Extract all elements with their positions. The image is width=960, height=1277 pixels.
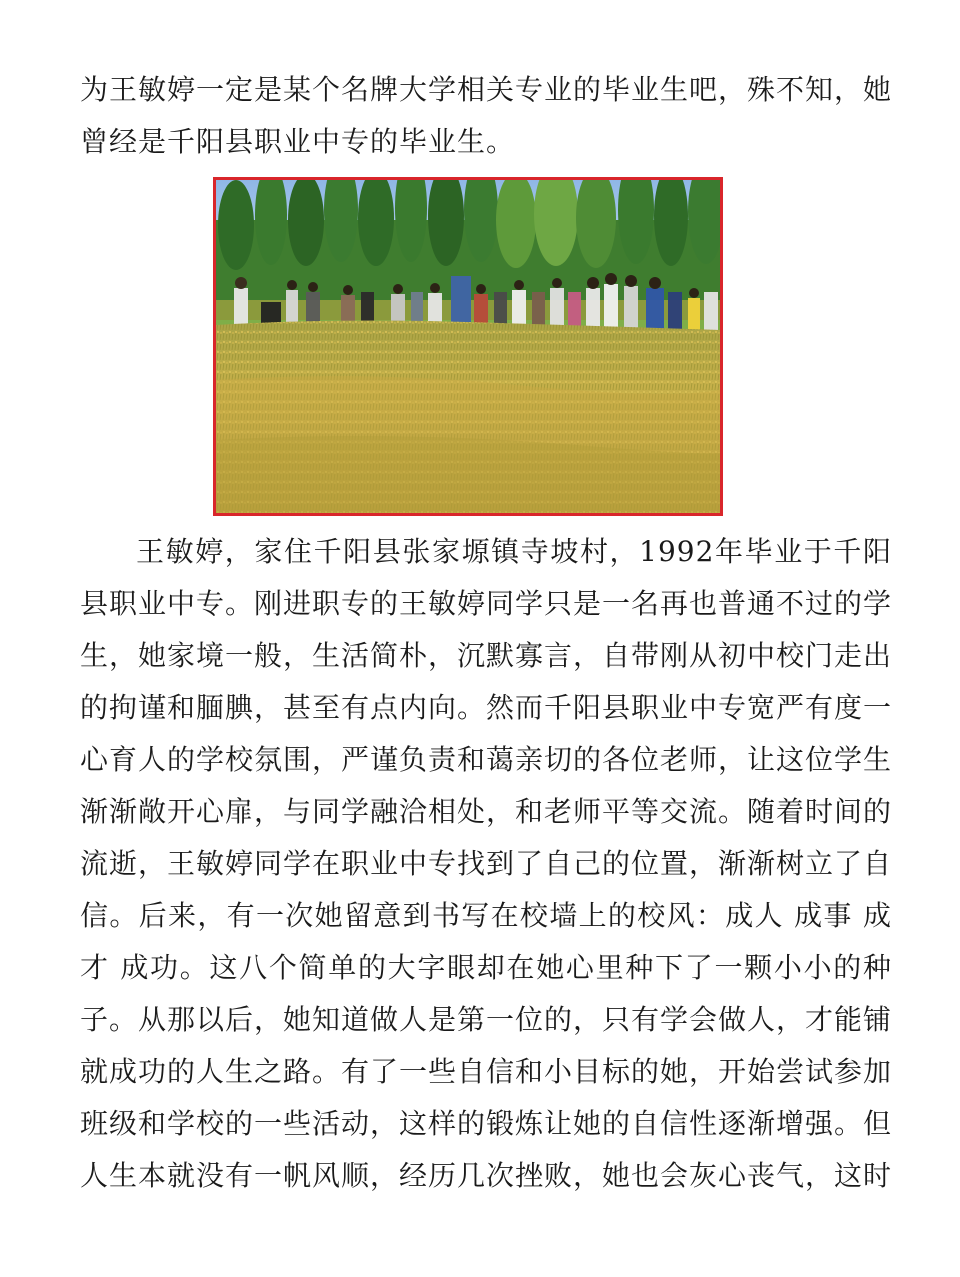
intro-line-2: 曾经是千阳县职业中专的毕业生。 <box>80 125 516 158</box>
intro-line-1: 为王敏婷一定是某个名牌大学相关专业的毕业生吧，殊不知，她 <box>80 73 893 106</box>
rice-field-photo <box>213 177 723 516</box>
body-text <box>80 526 892 1202</box>
intro-text <box>80 64 892 168</box>
photo-illustration <box>216 180 720 513</box>
body-paragraph: 王敏婷，家住千阳县张家塬镇寺坡村，1992年毕业于千阳县职业中专。刚进职专的王敏婷同学只是一名再也普通不过的学生，她家境一般，生活简朴，沉默寡言，自带刚从初中校门走出的拘谨和腼腆，甚至有点内向。然而千阳县职业中专宽严有度一心育人的学校氛围，严谨负责和蔼亲切的各位老师，让这位学生渐渐敞开心扉，与同学融洽相处，和老师平等交流。随着时间的流逝，王敏婷同学在职业中专找到了自己的位置，渐渐树立了自信。后来，有一次她留意到书写在校墙上的校风：成人 成事 成才 成功。这八个简单的大字眼却在她心里种下了一颗小小的种子。从那以后，她知道做人是第一位的，只有学会做人，才能铺就成功的人生之路。有了一些自信和小目标的她，开始尝试参加班级和学校的一些活动，这样的锻炼让她的自信性逐渐增强。但人生本就没有一帆风顺，经历几次挫败，她也会灰心丧气，这时 <box>80 535 893 1192</box>
